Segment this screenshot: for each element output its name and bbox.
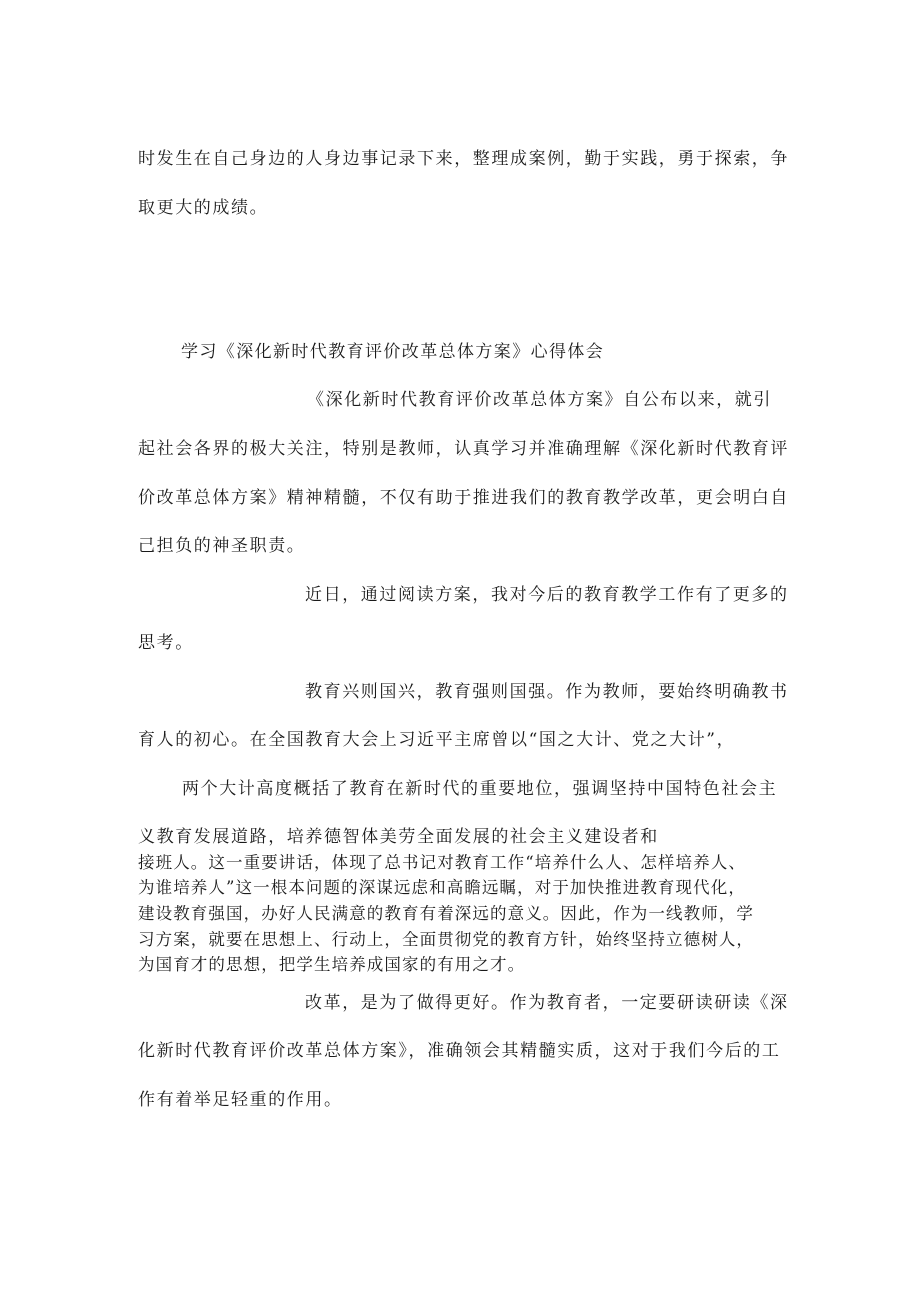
continuation-line-2: 取更大的成绩。 bbox=[138, 198, 269, 218]
para3-line-1: 教育兴则国兴，教育强则国强。作为教师，要始终明确教书 bbox=[305, 682, 789, 702]
para4-line-3: 作有着举足轻重的作用。 bbox=[138, 1090, 343, 1110]
para1-line-1: 《深化新时代教育评价改革总体方案》自公布以来，就引 bbox=[307, 390, 772, 410]
para3-line-4: 义教育发展道路，培养德智体美劳全面发展的社会主义建设者和 bbox=[138, 827, 659, 847]
para2-line-2: 思考。 bbox=[138, 633, 194, 653]
para3-line-9: 为国育才的思想，把学生培养成国家的有用之才。 bbox=[138, 955, 526, 974]
continuation-line-1: 时发生在自己身边的人身边事记录下来，整理成案例，勤于实践，勇于探索，争 bbox=[138, 149, 789, 169]
document-title: 学习《深化新时代教育评价改革总体方案》心得体会 bbox=[181, 342, 605, 362]
para3-line-3: 两个大计高度概括了教育在新时代的重要地位，强调坚持中国特色社会主 bbox=[182, 779, 778, 799]
para1-line-3: 价改革总体方案》精神精髓，不仅有助于推进我们的教育教学改革，更会明白自 bbox=[138, 488, 789, 508]
para3-line-6: 为谁培养人”这一根本问题的深谋远虑和高瞻远瞩，对于加快推进教育现代化， bbox=[138, 878, 746, 897]
para2-line-1: 近日，通过阅读方案，我对今后的教育教学工作有了更多的 bbox=[305, 585, 789, 605]
para3-line-5: 接班人。这一重要讲话，体现了总书记对教育工作“培养什么人、怎样培养人、 bbox=[138, 853, 746, 872]
para3-line-7: 建设教育强国，办好人民满意的教育有着深远的意义。因此，作为一线教师，学 bbox=[138, 904, 754, 923]
para4-line-2: 化新时代教育评价改革总体方案》，准确领会其精髓实质，这对于我们今后的工 bbox=[138, 1041, 781, 1061]
para1-line-4: 己担负的神圣职责。 bbox=[138, 536, 306, 556]
para3-line-2: 育人的初心。在全国教育大会上习近平主席曾以“国之大计、党之大计”， bbox=[138, 730, 736, 750]
para3-line-8: 习方案，就要在思想上、行动上，全面贯彻党的教育方针，始终坚持立德树人， bbox=[138, 930, 754, 949]
para4-line-1: 改革，是为了做得更好。作为教育者，一定要研读研读《深 bbox=[305, 993, 789, 1013]
para1-line-2: 起社会各界的极大关注，特别是教师，认真学习并准确理解《深化新时代教育评 bbox=[138, 439, 789, 459]
